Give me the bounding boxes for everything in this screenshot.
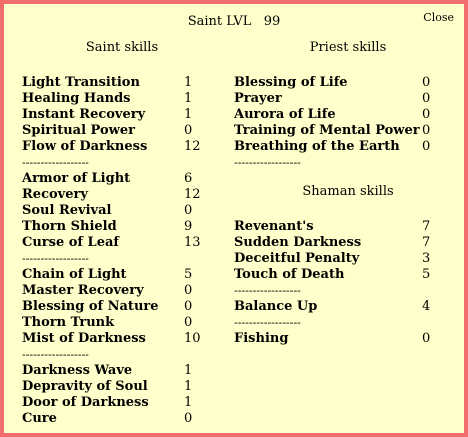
skill-level: 0	[184, 283, 193, 298]
skill-row	[22, 331, 222, 347]
skill-row	[22, 139, 222, 155]
skill-name: Armor of Light	[22, 171, 131, 186]
skill-level: 5	[422, 267, 431, 282]
skill-name: Master Recovery	[22, 283, 144, 298]
skill-level: 0	[422, 75, 431, 90]
separator-line: ------------------	[234, 316, 301, 329]
skill-name: Training of Mental Power	[234, 123, 420, 138]
skill-row	[234, 75, 462, 91]
skill-name: Fishing	[234, 331, 289, 346]
skill-name: Revenant's	[234, 219, 314, 234]
skill-row	[234, 107, 462, 123]
skill-name: Recovery	[22, 187, 88, 202]
skill-level: 9	[184, 219, 193, 234]
skill-name: Mist of Darkness	[22, 331, 146, 346]
skill-level: 0	[422, 123, 431, 138]
skill-level: 0	[184, 299, 193, 314]
skill-row	[22, 283, 222, 299]
separator-line: ------------------	[22, 252, 89, 265]
skill-level: 0	[422, 91, 431, 106]
skill-name: Darkness Wave	[22, 363, 133, 378]
skill-row	[22, 203, 222, 219]
skill-row	[234, 331, 462, 347]
skill-name: Door of Darkness	[22, 395, 149, 410]
separator-line: ------------------	[234, 156, 301, 169]
skill-name: Chain of Light	[22, 267, 127, 282]
skill-level: 0	[184, 315, 193, 330]
priest-skills-header: Priest skills	[309, 40, 387, 55]
skill-row	[22, 315, 222, 331]
skill-name: Touch of Death	[234, 267, 345, 282]
skill-row	[22, 267, 222, 283]
skill-level: 1	[184, 75, 193, 90]
skill-level: 7	[422, 235, 431, 250]
skill-name: Soul Revival	[22, 203, 112, 218]
skill-row	[22, 379, 222, 395]
skill-name: Aurora of Life	[234, 107, 336, 122]
skill-row	[234, 123, 462, 139]
skill-level: 1	[184, 91, 193, 106]
skill-row	[22, 91, 222, 107]
skill-row	[22, 235, 222, 251]
skill-level: 13	[184, 235, 201, 250]
skill-row	[22, 187, 222, 203]
skill-name: Thorn Trunk	[22, 315, 115, 330]
skill-level: 0	[184, 123, 193, 138]
skill-level: 12	[184, 187, 201, 202]
skill-name: Healing Hands	[22, 91, 131, 106]
skill-row	[234, 251, 462, 267]
window-title: Saint LVL 99	[187, 14, 281, 29]
skill-level: 10	[184, 331, 201, 346]
skill-row	[234, 139, 462, 155]
skill-row	[22, 363, 222, 379]
skill-level: 0	[422, 331, 431, 346]
skill-level: 0	[422, 107, 431, 122]
skill-name: Deceitful Penalty	[234, 251, 360, 266]
skill-name: Light Transition	[22, 75, 140, 90]
skill-name: Curse of Leaf	[22, 235, 119, 250]
skill-row	[22, 411, 222, 427]
skill-name: Instant Recovery	[22, 107, 146, 122]
skill-name: Sudden Darkness	[234, 235, 362, 250]
skill-row	[234, 219, 462, 235]
skill-row	[234, 267, 462, 283]
skill-level: 1	[184, 379, 193, 394]
skill-level: 1	[184, 107, 193, 122]
skill-name: Thorn Shield	[22, 219, 117, 234]
skill-row	[22, 107, 222, 123]
skill-name: Spiritual Power	[22, 123, 135, 138]
skill-level: 3	[422, 251, 431, 266]
skill-row	[234, 299, 462, 315]
skill-level: 0	[184, 203, 193, 218]
skill-name: Cure	[22, 411, 57, 426]
skill-level: 1	[184, 363, 193, 378]
skill-level: 6	[184, 171, 193, 186]
skill-level: 4	[422, 299, 431, 314]
skill-level: 1	[184, 395, 193, 410]
skill-row	[22, 299, 222, 315]
skill-name: Flow of Darkness	[22, 139, 148, 154]
separator-line: ------------------	[22, 156, 89, 169]
skill-level: 7	[422, 219, 431, 234]
skill-row	[22, 395, 222, 411]
skill-level: 0	[184, 411, 193, 426]
close-button[interactable]: Close	[423, 11, 454, 24]
separator-line: ------------------	[22, 348, 89, 361]
skill-level: 5	[184, 267, 193, 282]
skill-row	[22, 75, 222, 91]
skill-name: Blessing of Life	[234, 75, 348, 90]
skill-row	[234, 235, 462, 251]
skill-level: 12	[184, 139, 201, 154]
skill-name: Balance Up	[234, 299, 318, 314]
skill-row	[22, 171, 222, 187]
shaman-skills-header: Shaman skills	[302, 184, 394, 199]
saint-skills-header: Saint skills	[85, 40, 159, 55]
skill-name: Prayer	[234, 91, 282, 106]
skill-name: Breathing of the Earth	[234, 139, 400, 154]
skill-row	[234, 91, 462, 107]
skill-level: 0	[422, 139, 431, 154]
skill-name: Blessing of Nature	[22, 299, 159, 314]
skill-row	[22, 123, 222, 139]
skill-row	[22, 219, 222, 235]
separator-line: ------------------	[234, 284, 301, 297]
skill-name: Depravity of Soul	[22, 379, 148, 394]
